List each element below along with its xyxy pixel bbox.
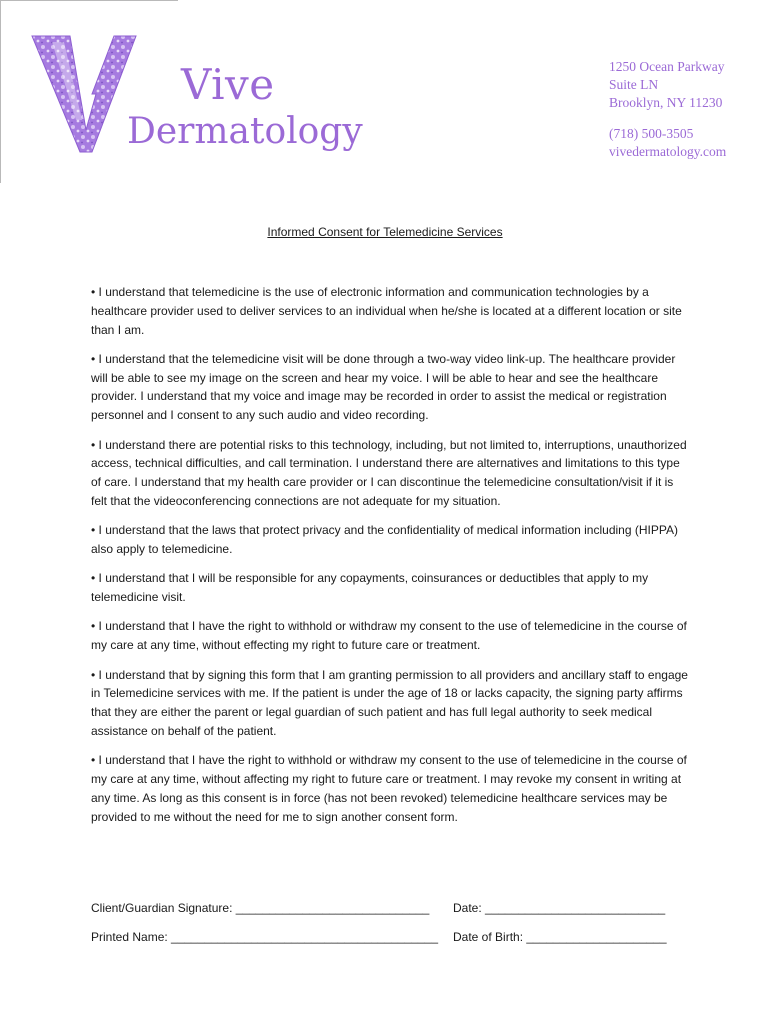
brand-name-vive: Vive [181, 60, 275, 109]
consent-paragraph: • I understand that by signing this form that I am granting permission to all providers and ancillary staff to engage in Telemedicine services with me. If the patient is under the age of 18 or lacks capacity, the signing party affirms that they are either the parent or legal guardian of such patient and has full legal authority to seek medical assistance on behalf of the patient. [91, 667, 688, 738]
document-title: Informed Consent for Telemedicine Services [267, 225, 503, 239]
consent-paragraph: • I understand that telemedicine is the use of electronic information and communication technologies by a healthcare provider used to deliver services to an individual when he/she is located at a different location or site than I am. [91, 285, 682, 337]
consent-body [91, 283, 691, 837]
vive-logo-icon [30, 34, 138, 154]
address-suite: Suite LN [609, 77, 659, 92]
date-field[interactable]: Date: ___________________________ [453, 901, 666, 915]
page-corner-line [0, 0, 178, 1]
client-signature-field[interactable]: Client/Guardian Signature: _____________________________ [91, 901, 430, 915]
consent-paragraph: • I understand that the laws that protect privacy and the confidentiality of medical information including (HIPPA) also apply to telemedicine. [91, 523, 678, 557]
consent-paragraph: • I understand that I have the right to withhold or withdraw my consent to the use of telemedicine in the course of my care at any time, without effecting my right to future care or treatment. [91, 619, 687, 653]
consent-paragraph: • I understand there are potential risks to this technology, including, but not limited to, interruptions, unauthorized access, technical difficulties, and call termination. I understand there are alternatives and limitations to this type of care. I understand that my health care provider or I can discontinue the telemedicine consultation/visit if it is felt that the videoconferencing connections are not adequate for my situation. [91, 437, 687, 508]
clinic-address [609, 58, 726, 161]
printed-name-field[interactable]: Printed Name: ________________________________________ [91, 930, 438, 944]
address-phone: (718) 500-3505 [609, 126, 694, 141]
date-of-birth-field[interactable]: Date of Birth: _____________________ [453, 930, 667, 944]
consent-paragraph: • I understand that I will be responsible for any copayments, coinsurances or deductibles that apply to my telemedicine visit. [91, 571, 649, 605]
consent-paragraph: • I understand that I have the right to withhold or withdraw my consent to the use of telemedicine in the course of my care at any time, without affecting my right to future care or treatment. I may revoke my consent in writing at any time. As long as this consent is in force (has not been revoked) telemedicine healthcare services may be provided to me without the need for me to sign another consent form. [91, 753, 687, 824]
page-corner-line [0, 0, 1, 183]
address-website: vivedermatology.com [609, 144, 727, 159]
brand-name-dermatology: Dermatology [127, 111, 363, 152]
address-city: Brooklyn, NY 11230 [609, 95, 723, 110]
signature-row [91, 901, 666, 915]
consent-paragraph: • I understand that the telemedicine visit will be done through a two-way video link-up. The healthcare provider will be able to see my image on the screen and hear my voice. I will be able to hear and see the healthcare provider. I understand that my voice and image may be recorded in order to assist the medical or registration personnel and I consent to any such audio and video recording. [91, 351, 676, 423]
address-street: 1250 Ocean Parkway [609, 59, 725, 74]
printed-name-row [91, 930, 667, 944]
